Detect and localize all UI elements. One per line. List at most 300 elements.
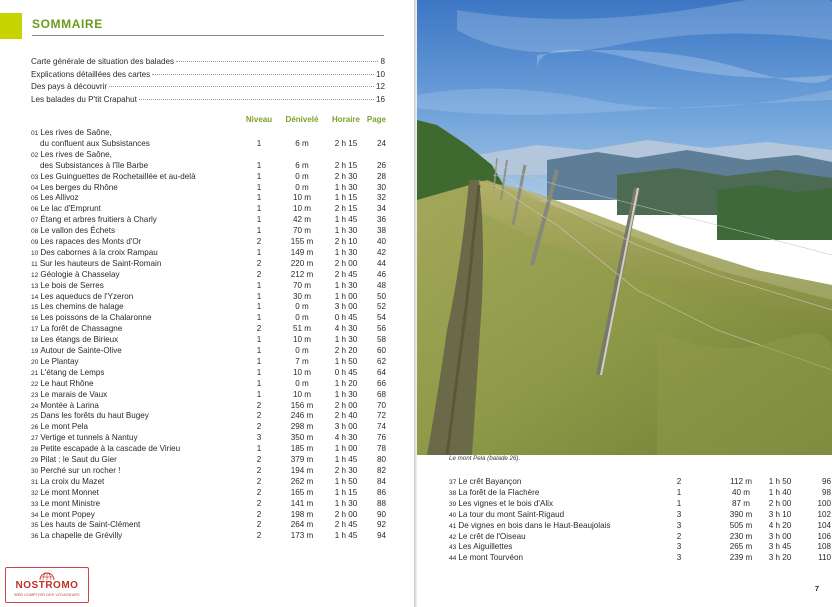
- walk-title: La chapelle de Grévilly: [40, 531, 123, 541]
- walk-title: Dans les forêts du haut Bugey: [40, 411, 149, 421]
- walk-title: Les berges du Rhône: [40, 182, 118, 192]
- walk-horaire: 1 h 45: [334, 455, 358, 464]
- walk-number: 02: [31, 151, 39, 159]
- toc-entry[interactable]: [31, 56, 385, 69]
- walk-denivele: 0 m: [295, 313, 309, 323]
- walk-number: 09: [31, 239, 39, 246]
- walk-page: 74: [376, 422, 386, 432]
- walk-number: 14: [31, 293, 39, 301]
- walk-page: 60: [376, 346, 386, 355]
- walk-number: 23: [31, 391, 39, 399]
- walk-number: 44: [449, 555, 457, 563]
- walk-niveau: 2: [256, 509, 262, 519]
- walk-page: 90: [376, 509, 386, 519]
- walk-page: 100: [817, 498, 831, 508]
- walk-horaire: 2 h 45: [334, 269, 358, 279]
- walk-row[interactable]: [449, 553, 831, 564]
- walk-row[interactable]: [449, 531, 831, 543]
- walk-number: 16: [31, 315, 39, 323]
- walk-row[interactable]: [31, 193, 387, 204]
- walk-page: 62: [376, 356, 386, 366]
- walk-title: Le mont Pela: [40, 422, 89, 432]
- walk-row[interactable]: [31, 215, 387, 226]
- walk-niveau: 1: [256, 138, 262, 148]
- walk-title: Vertige et tunnels à Nantuy: [40, 433, 138, 443]
- walk-niveau: 1: [256, 444, 262, 454]
- walk-denivele: 264 m: [290, 520, 314, 530]
- walk-number: 36: [31, 533, 39, 541]
- walk-denivele: 10 m: [293, 193, 311, 203]
- walk-title: Le mont Monnet: [40, 487, 99, 497]
- walk-niveau: 1: [676, 487, 682, 497]
- walk-title: Les étangs de Birieux: [40, 335, 119, 345]
- walk-horaire: 3 h 00: [334, 422, 358, 432]
- walk-page: 50: [376, 291, 386, 301]
- walk-niveau: 1: [256, 335, 262, 345]
- walk-row[interactable]: [31, 368, 387, 379]
- walk-horaire: 2 h 30: [334, 171, 358, 181]
- walk-row[interactable]: [31, 237, 387, 248]
- walk-page: 46: [376, 269, 386, 279]
- walk-number: 22: [31, 380, 39, 388]
- walk-niveau: 2: [256, 269, 262, 279]
- walk-row[interactable]: [31, 390, 387, 401]
- walk-row[interactable]: [31, 520, 387, 531]
- walk-title: La croix du Mazet: [40, 476, 105, 486]
- walk-row[interactable]: [449, 477, 831, 488]
- walk-number: 08: [31, 228, 39, 236]
- walk-row[interactable]: [31, 226, 387, 237]
- walk-niveau: 1: [256, 193, 262, 203]
- walk-horaire: 1 h 30: [334, 182, 358, 192]
- walk-denivele: 220 m: [290, 258, 314, 268]
- walk-title: Montée à Larina: [40, 400, 99, 410]
- walk-denivele: 30 m: [293, 291, 311, 301]
- walk-niveau: 3: [256, 433, 262, 443]
- walk-niveau: 1: [256, 302, 262, 312]
- walk-niveau: 1: [256, 280, 262, 290]
- walk-denivele: 141 m: [290, 498, 314, 508]
- walk-number: 10: [31, 249, 39, 257]
- walk-horaire: 1 h 50: [334, 356, 358, 366]
- walk-title: Les rapaces des Monts d'Or: [40, 237, 142, 246]
- walk-denivele: 156 m: [290, 400, 314, 410]
- walk-niveau: 2: [256, 422, 262, 432]
- walk-niveau: 1: [256, 247, 262, 257]
- walk-title: Les vignes et le bois d'Alix: [458, 498, 554, 508]
- walk-title: La tour du mont Saint-Rigaud: [458, 509, 565, 519]
- walk-denivele: 298 m: [290, 422, 314, 432]
- walk-number: 35: [31, 522, 39, 530]
- walk-page: 78: [376, 444, 386, 454]
- walk-niveau: 3: [676, 553, 682, 563]
- walk-page: 44: [376, 258, 386, 268]
- toc-entry-label: Les balades du P'tit Crapahut: [31, 94, 137, 104]
- walk-title: L'étang de Lemps: [40, 367, 105, 377]
- walk-niveau: 2: [676, 477, 682, 486]
- walk-denivele: 379 m: [290, 455, 314, 464]
- walk-page: 86: [376, 487, 386, 497]
- walk-denivele: 0 m: [295, 302, 309, 312]
- walk-page: 108: [817, 542, 831, 552]
- walk-horaire: 3 h 00: [334, 302, 358, 312]
- walk-page: 80: [376, 455, 386, 464]
- walk-niveau: 2: [256, 520, 262, 530]
- walk-number: 27: [31, 435, 39, 443]
- toc-entry[interactable]: [31, 81, 385, 94]
- walk-title: La forêt de la Flachère: [458, 487, 540, 497]
- walk-denivele: 42 m: [293, 215, 311, 225]
- walk-denivele: 10 m: [293, 389, 311, 399]
- walk-niveau: 1: [256, 204, 262, 214]
- walk-row[interactable]: [31, 466, 387, 477]
- walk-horaire: 1 h 20: [334, 378, 358, 388]
- walk-page: 42: [376, 247, 386, 257]
- walk-row[interactable]: [31, 531, 387, 542]
- walk-horaire: 2 h 00: [334, 400, 358, 410]
- walk-page: 54: [376, 313, 386, 323]
- walk-horaire: 4 h 30: [334, 324, 358, 334]
- walk-number: 34: [31, 511, 39, 519]
- walk-page: 98: [821, 487, 831, 497]
- column-header-horaire: Horaire: [331, 115, 360, 124]
- walk-row[interactable]: [31, 357, 387, 368]
- walk-title: Le vallon des Échets: [40, 226, 116, 236]
- walk-row[interactable]: [31, 433, 387, 444]
- walk-denivele: 262 m: [290, 476, 314, 486]
- globe-icon: [39, 569, 55, 580]
- walk-row[interactable]: [31, 346, 387, 357]
- walk-horaire: 1 h 30: [334, 389, 358, 399]
- walk-horaire: 1 h 30: [334, 247, 358, 257]
- walk-page: 26: [376, 160, 386, 170]
- walk-denivele: 350 m: [290, 433, 314, 443]
- walk-row[interactable]: [31, 411, 387, 422]
- walk-title: Le crêt de l'Oiseau: [458, 531, 526, 541]
- walk-page: 92: [376, 520, 386, 530]
- walk-page: 70: [376, 400, 386, 410]
- walk-title: Perché sur un rocher !: [40, 465, 121, 475]
- walk-number: 28: [31, 446, 39, 454]
- walk-niveau: 2: [256, 324, 262, 334]
- walk-page: 64: [376, 367, 386, 377]
- walk-niveau: 1: [256, 160, 262, 170]
- walk-horaire: 1 h 15: [334, 487, 358, 497]
- mountain-photo: [417, 0, 832, 455]
- walk-number: 03: [31, 173, 39, 181]
- walk-number: 39: [449, 500, 457, 508]
- toc-entry-page: 16: [375, 94, 385, 104]
- walk-title: De vignes en bois dans le Haut-Beaujolais: [458, 520, 611, 530]
- toc-leader-dots: [109, 86, 374, 87]
- walk-denivele: 70 m: [293, 226, 311, 236]
- walk-number: 40: [449, 511, 457, 519]
- walk-horaire: 1 h 45: [334, 215, 358, 225]
- walk-page: 110: [818, 553, 831, 563]
- walk-denivele: 246 m: [290, 411, 314, 421]
- column-header-denivele: Dénivelé: [285, 115, 319, 124]
- walk-niveau: 3: [676, 520, 682, 530]
- walk-horaire: 1 h 50: [334, 476, 358, 486]
- walk-niveau: 2: [676, 531, 682, 541]
- walk-page: 30: [376, 182, 386, 192]
- walk-title: Le bois de Serres: [40, 280, 104, 290]
- walk-horaire: 2 h 20: [334, 346, 358, 355]
- walk-denivele: 40 m: [732, 487, 750, 497]
- walk-number: 13: [31, 282, 39, 290]
- walk-number: 38: [449, 489, 457, 497]
- column-header-niveau: Niveau: [245, 115, 273, 124]
- walk-page: 84: [376, 476, 386, 486]
- walk-row[interactable]: [31, 302, 387, 313]
- walk-horaire: 2 h 15: [334, 160, 358, 170]
- walk-title: Le crêt Bayançon: [458, 477, 522, 486]
- walk-niveau: 1: [256, 226, 262, 236]
- walk-row[interactable]: [31, 379, 387, 390]
- walk-denivele: 112 m: [730, 477, 752, 486]
- walk-horaire: 3 h 20: [768, 553, 792, 563]
- walk-row[interactable]: [31, 510, 387, 521]
- walk-number: 32: [31, 489, 39, 497]
- walk-title: Géologie à Chasselay: [40, 269, 120, 279]
- walk-denivele: 6 m: [295, 160, 309, 170]
- walk-page: 40: [376, 237, 386, 246]
- walk-row[interactable]: [449, 498, 831, 510]
- walk-horaire: 2 h 10: [334, 237, 358, 246]
- walk-denivele: 10 m: [293, 204, 311, 214]
- right-page: [417, 0, 832, 607]
- walk-row[interactable]: [449, 520, 831, 532]
- walk-row[interactable]: [31, 444, 387, 455]
- walk-page: 82: [376, 465, 386, 475]
- accent-bar: [0, 13, 22, 39]
- walk-horaire: 2 h 00: [334, 258, 358, 268]
- walk-row[interactable]: [31, 281, 387, 292]
- walk-row[interactable]: [31, 248, 387, 259]
- walk-horaire: 2 h 15: [334, 204, 358, 214]
- walk-number: 24: [31, 402, 39, 410]
- toc-leader-dots: [139, 99, 374, 100]
- walk-denivele: 230 m: [729, 531, 753, 541]
- toc-entry-page: 12: [375, 82, 385, 91]
- walk-denivele: 390 m: [729, 509, 753, 519]
- walk-row[interactable]: [31, 422, 387, 433]
- walk-title: Le mont Popey: [40, 509, 95, 519]
- walk-page: 48: [376, 280, 386, 290]
- walk-horaire: 0 h 45: [334, 367, 358, 377]
- walk-denivele: 0 m: [295, 346, 309, 355]
- walk-title: Le Plantay: [40, 356, 79, 366]
- walk-number: 01: [31, 130, 39, 137]
- walk-row[interactable]: [31, 259, 387, 270]
- walk-title: Pilat : le Saut du Gier: [40, 455, 117, 464]
- walk-niveau: 2: [256, 487, 262, 497]
- column-header-page: Page: [366, 115, 386, 124]
- walk-horaire: 1 h 30: [334, 498, 358, 508]
- walk-horaire: 1 h 30: [334, 335, 358, 345]
- walk-page: 32: [376, 193, 386, 203]
- walk-row[interactable]: [31, 324, 387, 335]
- walk-denivele: 239 m: [729, 553, 753, 563]
- walk-page: 68: [376, 389, 386, 399]
- nostromo-logo: [5, 567, 89, 603]
- walk-denivele: 0 m: [295, 378, 309, 388]
- walk-denivele: 0 m: [295, 171, 309, 181]
- walk-page: 66: [376, 378, 386, 388]
- walk-niveau: 2: [256, 400, 262, 410]
- walk-row[interactable]: [449, 509, 831, 521]
- toc-leader-dots: [176, 61, 378, 62]
- walk-number: 17: [31, 326, 39, 334]
- walk-page: 52: [376, 302, 386, 312]
- walk-niveau: 3: [676, 542, 682, 552]
- walk-row[interactable]: [31, 488, 387, 499]
- walk-page: 38: [376, 226, 386, 236]
- walk-horaire: 3 h 45: [768, 542, 792, 552]
- page-title: SOMMAIRE: [32, 17, 103, 31]
- walk-title: Les rives de Saône,: [40, 149, 112, 159]
- walk-row[interactable]: [31, 204, 387, 215]
- walk-title: Les aqueducs de l'Yzeron: [40, 291, 134, 301]
- walk-row[interactable]: [31, 172, 387, 183]
- walk-horaire: 3 h 10: [768, 509, 792, 519]
- walk-row[interactable]: [31, 183, 387, 194]
- walk-denivele: 165 m: [290, 487, 314, 497]
- walk-title: Les Aiguillettes: [458, 542, 513, 552]
- walk-horaire: 4 h 20: [768, 520, 792, 530]
- walk-row[interactable]: [31, 128, 387, 150]
- walk-page: 104: [817, 520, 831, 530]
- walk-title: Le lac d'Emprunt: [40, 204, 101, 214]
- walk-title: Des cabornes à la croix Rampau: [40, 247, 158, 257]
- walk-denivele: 155 m: [290, 237, 314, 246]
- walk-denivele: 87 m: [732, 498, 750, 508]
- walk-denivele: 173 m: [290, 531, 314, 541]
- walk-row[interactable]: [31, 292, 387, 303]
- walk-row[interactable]: [31, 313, 387, 324]
- walk-row[interactable]: [449, 542, 831, 553]
- walk-horaire: 2 h 00: [334, 509, 358, 519]
- walk-row[interactable]: [31, 499, 387, 510]
- walk-number: 31: [31, 478, 39, 486]
- walk-number: 21: [31, 369, 39, 377]
- walk-niveau: 1: [256, 367, 262, 377]
- walk-niveau: 2: [256, 237, 262, 246]
- walk-niveau: 1: [256, 215, 262, 225]
- walk-title: Sur les hauteurs de Saint-Romain: [39, 258, 162, 268]
- walk-niveau: 1: [256, 313, 262, 323]
- walk-title-line2: des Subsistances à l'île Barbe: [40, 160, 149, 170]
- walk-row[interactable]: [31, 477, 387, 488]
- walk-horaire: 1 h 30: [334, 226, 358, 236]
- walk-title-line2: du confluent aux Subsistances: [40, 138, 150, 148]
- walk-horaire: 2 h 30: [334, 465, 358, 475]
- walk-title: Étang et arbres fruitiers à Charly: [40, 215, 157, 225]
- walk-horaire: 1 h 40: [768, 487, 792, 497]
- walk-page: 72: [376, 411, 386, 421]
- walk-number: 18: [31, 337, 39, 345]
- walk-page: 96: [821, 477, 831, 486]
- toc-entry-label: Explications détaillées des cartes: [31, 69, 151, 79]
- walk-denivele: 198 m: [290, 509, 314, 519]
- walk-niveau: 2: [256, 258, 262, 268]
- walk-row[interactable]: [31, 455, 387, 466]
- walk-row[interactable]: [31, 150, 387, 172]
- walk-title: Le mont Ministre: [40, 498, 101, 508]
- toc-entry-page: 10: [375, 69, 385, 79]
- walk-number: 33: [31, 500, 39, 508]
- walk-niveau: 1: [256, 356, 262, 366]
- walk-number: 11: [31, 260, 38, 268]
- walk-page: 88: [376, 498, 386, 508]
- left-page: [0, 0, 414, 607]
- walk-row[interactable]: [31, 270, 387, 281]
- walk-title: Les Allivoz: [40, 193, 79, 203]
- walk-horaire: 1 h 30: [334, 280, 358, 290]
- walk-title: Petite escapade à la cascade de Virieu: [40, 444, 181, 454]
- walk-number: 12: [31, 271, 39, 279]
- walk-name: [31, 531, 122, 543]
- walk-title: Le haut Rhône: [40, 378, 94, 388]
- walk-niveau: 3: [676, 509, 682, 519]
- walk-niveau: 2: [256, 476, 262, 486]
- walk-niveau: 2: [256, 411, 262, 421]
- walk-title: Autour de Sainte-Olive: [40, 346, 122, 355]
- title-rule: [32, 35, 384, 36]
- walk-number: 25: [31, 413, 39, 421]
- walk-horaire: 2 h 40: [334, 411, 358, 421]
- walk-denivele: 505 m: [729, 520, 753, 530]
- walk-denivele: 212 m: [290, 269, 314, 279]
- walk-page: 28: [376, 171, 386, 181]
- walk-denivele: 10 m: [293, 335, 311, 345]
- walk-niveau: 1: [256, 171, 262, 181]
- walk-number: 26: [31, 424, 39, 432]
- walk-name: [449, 553, 523, 565]
- walk-row[interactable]: [31, 335, 387, 346]
- walk-denivele: 185 m: [290, 444, 314, 454]
- walk-title: Le marais de Vaux: [40, 389, 108, 399]
- walk-niveau: 1: [256, 182, 262, 192]
- logo-brand: NOSTROMO: [15, 580, 79, 591]
- walk-denivele: 70 m: [293, 280, 311, 290]
- walk-row[interactable]: [31, 401, 387, 412]
- walk-title: Les rives de Saône,: [40, 128, 112, 137]
- walk-niveau: 2: [256, 498, 262, 508]
- walk-row[interactable]: [449, 487, 831, 499]
- walk-denivele: 10 m: [293, 367, 311, 377]
- walk-number: 41: [449, 522, 457, 530]
- walk-number: 30: [31, 467, 39, 475]
- walk-title: Les hauts de Saint-Clément: [40, 520, 141, 530]
- walk-horaire: 2 h 15: [334, 138, 358, 148]
- walk-niveau: 2: [256, 465, 262, 475]
- toc-entry-page: 8: [380, 57, 385, 66]
- walk-number: 43: [449, 544, 457, 552]
- walk-horaire: 1 h 50: [768, 477, 792, 486]
- walk-page: 94: [376, 531, 386, 541]
- walk-horaire: 1 h 15: [334, 193, 358, 203]
- walk-horaire: 3 h 00: [768, 531, 792, 541]
- walk-number: 37: [449, 479, 457, 486]
- walk-niveau: 2: [256, 531, 262, 541]
- walk-page: 56: [376, 324, 386, 334]
- toc-entry[interactable]: [31, 94, 385, 107]
- walk-number: 04: [31, 184, 39, 192]
- walk-number: 42: [449, 533, 457, 541]
- walk-horaire: 2 h 00: [768, 498, 792, 508]
- toc-entry[interactable]: [31, 69, 385, 82]
